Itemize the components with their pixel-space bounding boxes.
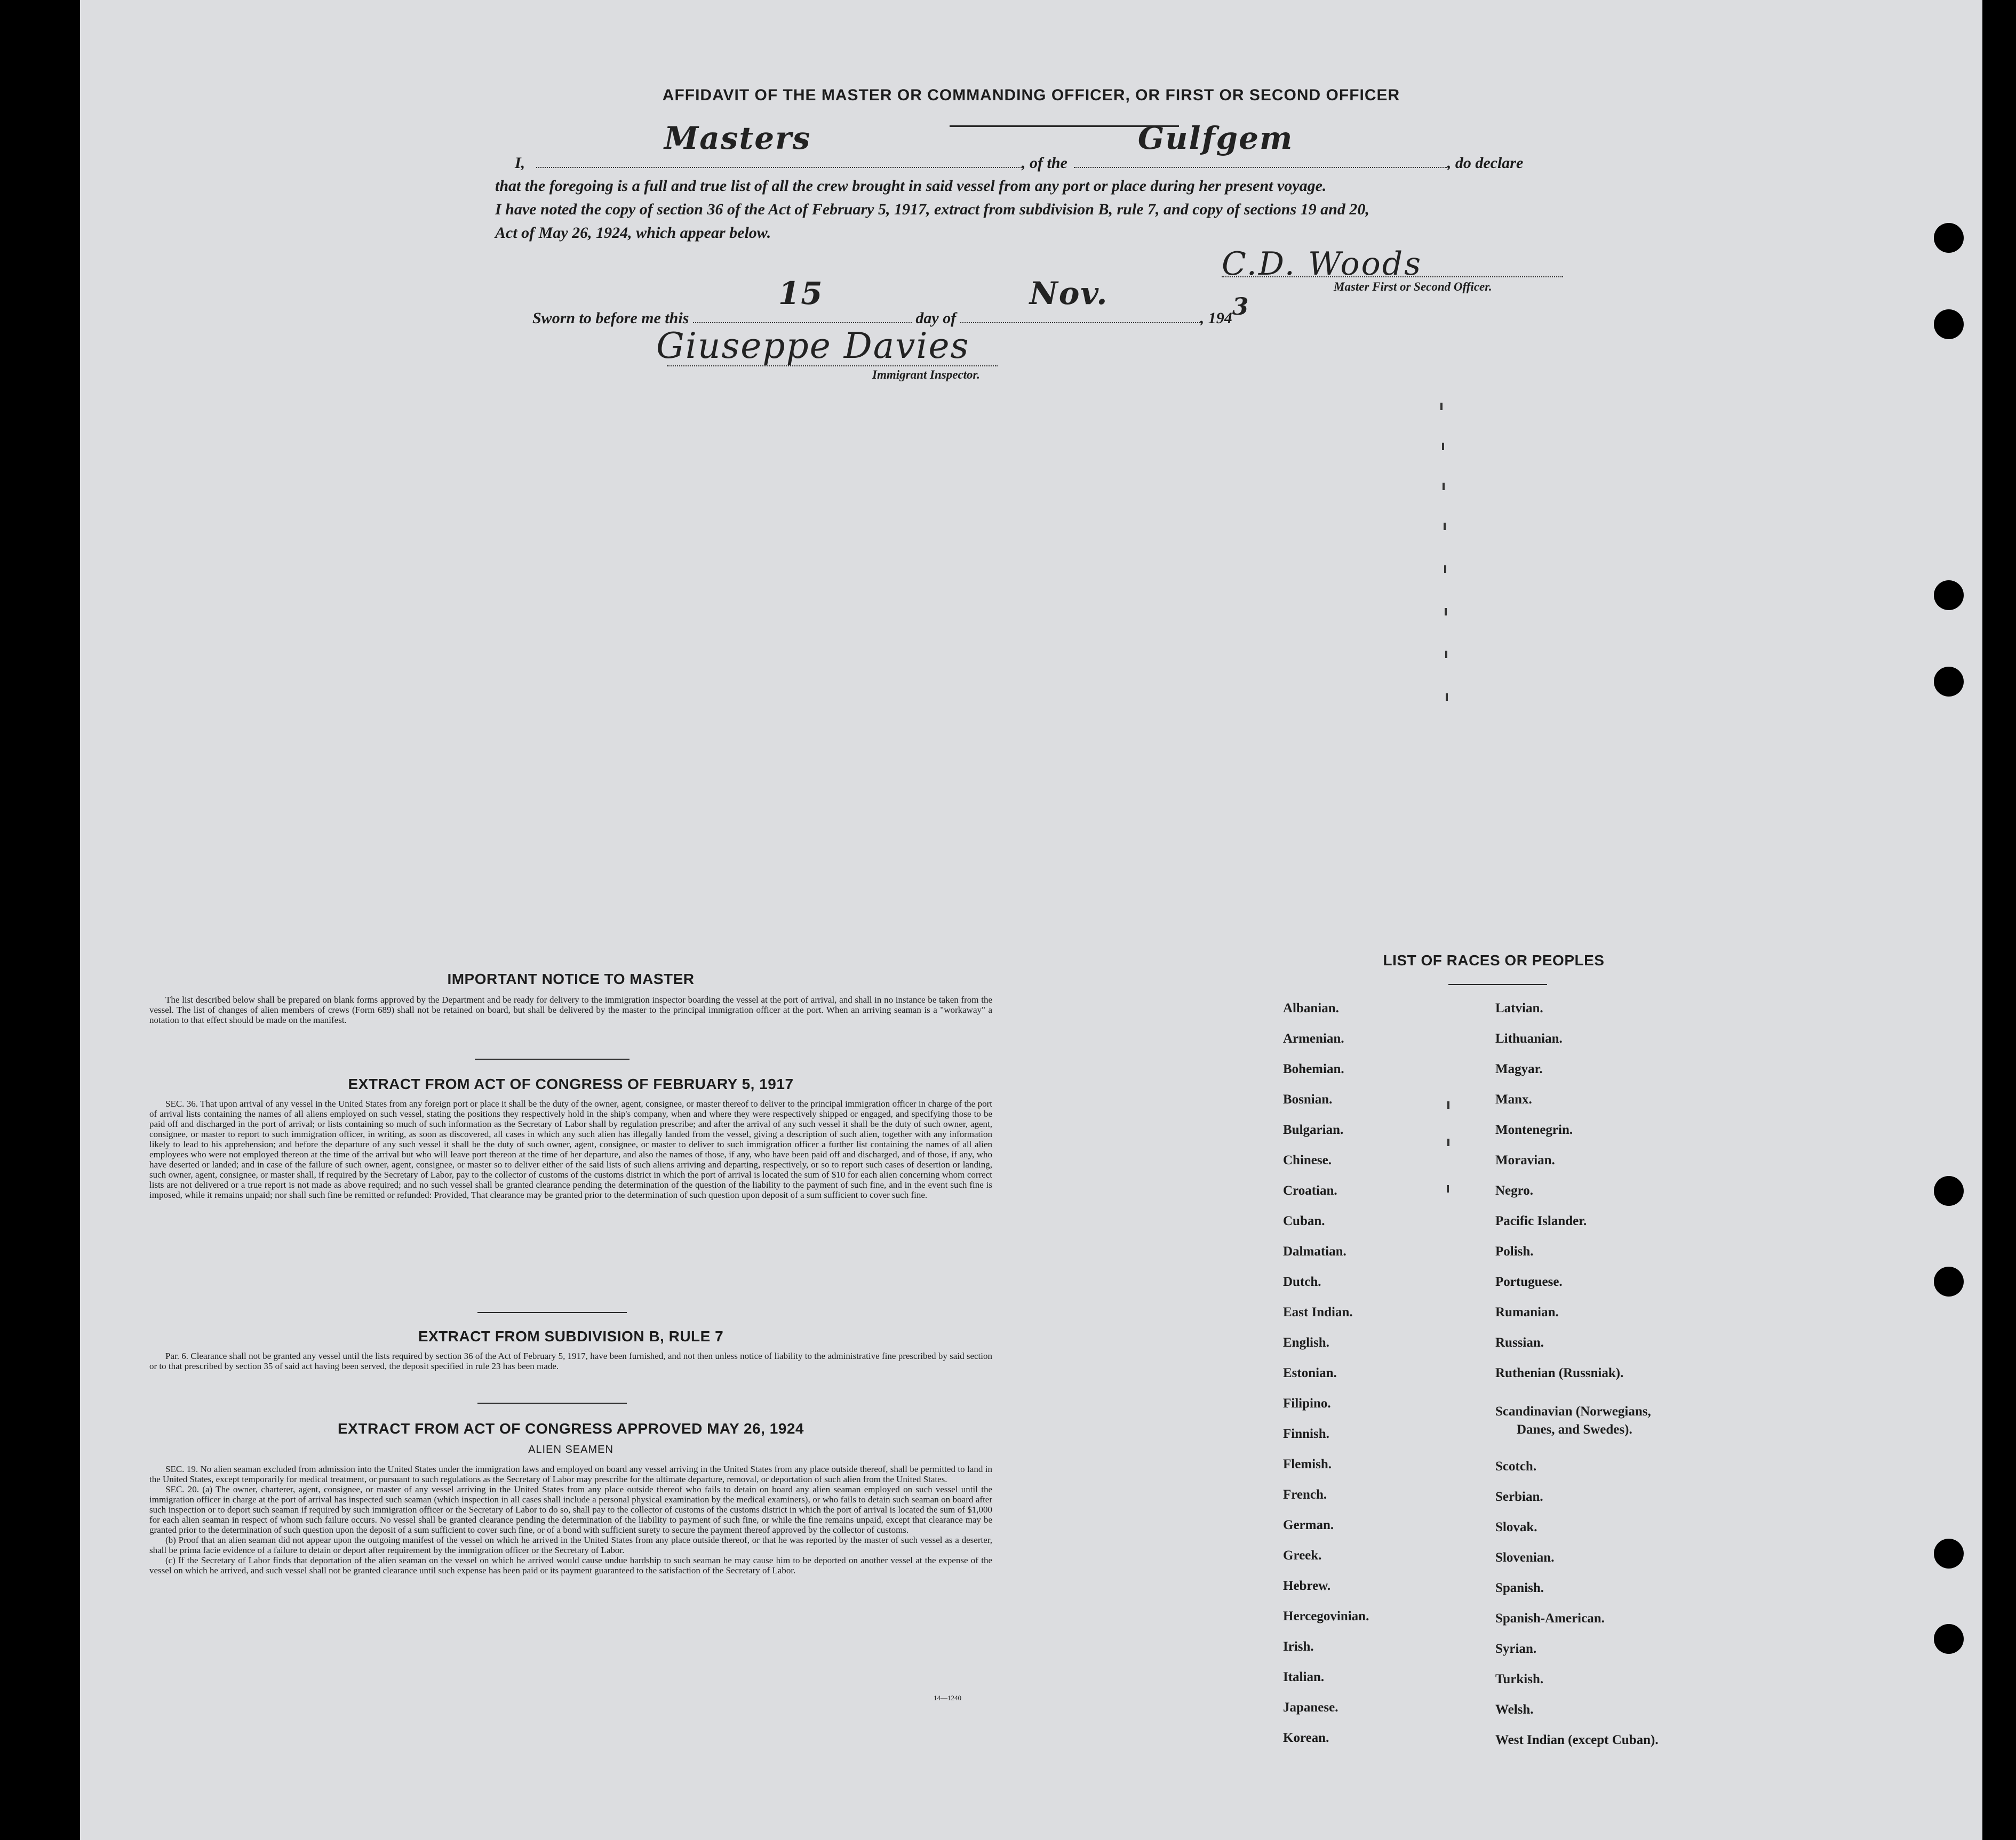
scan-speck bbox=[1447, 1139, 1449, 1146]
race-item: Scandinavian (Norwegians, bbox=[1495, 1404, 1651, 1419]
extract-1917-text bbox=[149, 1099, 992, 1200]
do-declare-label: , do declare bbox=[1447, 154, 1524, 172]
handwritten-day: 15 bbox=[778, 275, 824, 311]
notice-text bbox=[149, 995, 992, 1025]
handwritten-month: Nov. bbox=[1029, 275, 1109, 311]
race-item: Croatian. bbox=[1283, 1183, 1337, 1198]
scan-speck bbox=[1447, 1185, 1449, 1193]
scan-speck bbox=[1444, 565, 1446, 573]
affidavit-line-2: that the foregoing is a full and true list of all the crew brought in said vessel from any port or place during her present voyage. bbox=[495, 177, 1327, 195]
rule7-text bbox=[149, 1351, 992, 1371]
race-item: Ruthenian (Russniak). bbox=[1495, 1366, 1624, 1380]
race-item: Estonian. bbox=[1283, 1366, 1337, 1380]
notice-paragraph: The list described below shall be prepared on blank forms approved by the Department and be ready for delivery to the immigration inspector boarding the vessel at the port of arrival, and shall in no instance be taken from the vessel. The list of changes of alien members of crews (Form 689) shall not be retained on board, but shall be delivered by the master to the principal immigration officer at the port. When an arriving seaman is a "workaway" a notation to that effect should be made on the manifest. bbox=[149, 995, 992, 1025]
race-item: English. bbox=[1283, 1335, 1329, 1350]
race-item: Korean. bbox=[1283, 1731, 1329, 1745]
day-of-label: day of bbox=[915, 309, 957, 327]
master-signature: C.D. Woods bbox=[1222, 245, 1422, 283]
binder-hole bbox=[1934, 309, 1964, 339]
rule7-heading: EXTRACT FROM SUBDIVISION B, RULE 7 bbox=[418, 1328, 724, 1345]
race-item: Filipino. bbox=[1283, 1396, 1331, 1411]
inspector-signature: Giuseppe Davies bbox=[656, 325, 970, 366]
race-item: Chinese. bbox=[1283, 1153, 1332, 1167]
affidavit-line-4: Act of May 26, 1924, which appear below. bbox=[495, 224, 771, 242]
race-item: Slovenian. bbox=[1495, 1550, 1555, 1565]
race-item: West Indian (except Cuban). bbox=[1495, 1733, 1659, 1747]
race-item: Manx. bbox=[1495, 1092, 1532, 1107]
scan-speck bbox=[1445, 608, 1447, 615]
binder-hole bbox=[1934, 1267, 1964, 1297]
binder-hole bbox=[1934, 580, 1964, 610]
master-caption: Master First or Second Officer. bbox=[1334, 280, 1492, 293]
race-item: Polish. bbox=[1495, 1244, 1534, 1259]
sec19-paragraph: SEC. 19. No alien seaman excluded from admission into the United States under the immigration laws and employed on board any vessel arriving in the United States from any place outside thereof, shall be permitted to land in the United States, except temporarily for medical treatment, or pursuant to such regulations as the Secretary of Labor may prescribe for the ultimate departure, removal, or deportation of such alien from the United States. bbox=[149, 1464, 992, 1484]
binder-hole bbox=[1934, 1539, 1964, 1569]
sec20a-paragraph: SEC. 20. (a) The owner, charterer, agent, consignee, or master of any vessel arriving in the United States from any place outside thereof who fails to detain on board any alien seaman employed on such vessel until the immigration officer in charge at the port of arrival has inspected such seaman (which inspection in all cases shall include a personal physical examination by the medical examiners), or who fails to detain such seaman on board after such inspection or to deport such seaman if required by such immigration officer or the Secretary of Labor to do so, shall pay to the collector of customs of the customs district in which the port of arrival is located the sum of $1,000 for each alien seaman in respect of whom such failure occurs. No vessel shall be granted clearance pending the determination of the liability to payment of such fine, or while the fine remains unpaid, except that clearance may be granted prior to the determination of such question upon the deposit of a sum sufficient to cover such fine, or of a bond with sufficient surety to secure the payment thereof approved by the collector of customs. bbox=[149, 1484, 992, 1535]
handwritten-master-name: Masters bbox=[664, 120, 811, 156]
alien-seamen-subheading: ALIEN SEAMEN bbox=[528, 1444, 613, 1455]
divider-2 bbox=[477, 1312, 627, 1313]
race-item: Spanish-American. bbox=[1495, 1611, 1605, 1626]
race-item: Hercegovinian. bbox=[1283, 1609, 1369, 1623]
race-item: Bohemian. bbox=[1283, 1062, 1344, 1076]
race-item: Scotch. bbox=[1495, 1459, 1537, 1474]
binder-hole bbox=[1934, 223, 1964, 253]
day-field bbox=[693, 275, 912, 323]
scan-speck bbox=[1444, 523, 1446, 530]
race-item: Slovak. bbox=[1495, 1520, 1537, 1534]
race-item: Syrian. bbox=[1495, 1642, 1537, 1656]
race-item: Albanian. bbox=[1283, 1001, 1339, 1015]
race-item: Dalmatian. bbox=[1283, 1244, 1346, 1259]
race-item: Cuban. bbox=[1283, 1214, 1325, 1228]
sworn-label: Sworn to before me this bbox=[532, 309, 689, 327]
divider-1 bbox=[475, 1059, 629, 1060]
manifest-page bbox=[80, 0, 1982, 1840]
race-item: Bosnian. bbox=[1283, 1092, 1333, 1107]
race-item: Montenegrin. bbox=[1495, 1123, 1573, 1137]
race-item: Lithuanian. bbox=[1495, 1031, 1563, 1046]
scan-speck bbox=[1446, 693, 1448, 701]
binder-hole bbox=[1934, 1624, 1964, 1654]
extract-1924-text bbox=[149, 1464, 992, 1575]
affidavit-line-3: I have noted the copy of section 36 of the Act of February 5, 1917, extract from subdivision B, rule 7, and copy of sections 19 and 20, bbox=[495, 201, 1369, 218]
inspector-caption: Immigrant Inspector. bbox=[872, 368, 980, 381]
race-item: Irish. bbox=[1283, 1639, 1314, 1654]
race-item: Moravian. bbox=[1495, 1153, 1555, 1167]
sec20c-paragraph: (c) If the Secretary of Labor finds that deportation of the alien seaman on the vessel on which he arrived would cause undue hardship to such seaman he may cause him to be deported on another vessel at the expense of the vessel on which he arrived, and such vessel shall not be granted clearance until such expense has been paid or its payment guaranteed to the satisfaction of the Secretary of Labor. bbox=[149, 1555, 992, 1575]
handwritten-year-digit: 3 bbox=[1232, 293, 1250, 321]
extract-1917-heading: EXTRACT FROM ACT OF CONGRESS OF FEBRUARY 5, 1917 bbox=[348, 1076, 794, 1092]
vessel-name-field bbox=[1074, 120, 1447, 168]
divider-3 bbox=[477, 1403, 627, 1404]
form-number: 14—1240 bbox=[934, 1694, 961, 1702]
extract-1924-heading: EXTRACT FROM ACT OF CONGRESS APPROVED MAY 26, 1924 bbox=[338, 1420, 804, 1437]
race-item: German. bbox=[1283, 1518, 1334, 1532]
sec20b-paragraph: (b) Proof that an alien seaman did not appear upon the outgoing manifest of the vessel on which he arrived in the United States from any place outside thereof, or that he was reported by the master of such vessel as a deserter, shall be prima facie evidence of a failure to detain or deport after requirement by the immigration officer or the Secretary of Labor. bbox=[149, 1535, 992, 1555]
binder-hole bbox=[1934, 667, 1964, 697]
race-item: Negro. bbox=[1495, 1183, 1534, 1198]
race-item: Latvian. bbox=[1495, 1001, 1543, 1015]
scan-speck bbox=[1443, 483, 1445, 490]
race-item: Turkish. bbox=[1495, 1672, 1544, 1686]
master-signature-line bbox=[1222, 276, 1563, 277]
race-item: Hebrew. bbox=[1283, 1579, 1331, 1593]
notice-heading: IMPORTANT NOTICE TO MASTER bbox=[447, 971, 695, 987]
race-item: Armenian. bbox=[1283, 1031, 1344, 1046]
race-item: Rumanian. bbox=[1495, 1305, 1559, 1319]
race-item: Danes, and Swedes). bbox=[1517, 1422, 1632, 1437]
race-item: Flemish. bbox=[1283, 1457, 1332, 1471]
i-label: I, bbox=[515, 154, 525, 172]
race-item: Spanish. bbox=[1495, 1581, 1544, 1595]
race-item: Dutch. bbox=[1283, 1275, 1321, 1289]
race-item: Bulgarian. bbox=[1283, 1123, 1344, 1137]
race-item: East Indian. bbox=[1283, 1305, 1353, 1319]
race-item: Portuguese. bbox=[1495, 1275, 1563, 1289]
race-item: Greek. bbox=[1283, 1548, 1322, 1563]
master-name-field bbox=[536, 120, 1022, 168]
races-heading: LIST OF RACES OR PEOPLES bbox=[1383, 952, 1605, 969]
race-item: Finnish. bbox=[1283, 1427, 1329, 1441]
race-item: Welsh. bbox=[1495, 1702, 1534, 1717]
binder-hole bbox=[1934, 1176, 1964, 1206]
race-item: Italian. bbox=[1283, 1670, 1325, 1684]
inspector-signature-line bbox=[667, 365, 998, 366]
rule7-paragraph: Par. 6. Clearance shall not be granted any vessel until the lists required by section 36 of the Act of February 5, 1917, have been furnished, and not then unless notice of liability to the administrative fine prescribed by said section or to that prescribed by section 35 of said act having been served, the deposit specified in rule 23 has been made. bbox=[149, 1351, 992, 1371]
extract-1917-paragraph: SEC. 36. That upon arrival of any vessel in the United States from any foreign port or place it shall be the duty of the owner, agent, consignee, or master thereof to deliver to the principal immigration officer in charge of the port of arrival lists containing the names of all aliens employed on such vessel, stating the positions they respectively hold in the ship's company, when and where they were respectively shipped or engaged, and specifying those to be paid off and discharged in the port of arrival; or lists containing so much of such information as the Secretary of Labor shall by regulation prescribe; and after the arrival of any such vessel it shall be the duty of such owner, agent, consignee, or master to report to such immigration officer, in writing, as soon as discovered, all cases in which any such alien has illegally landed from the vessel, giving a description of such alien, together with any information likely to lead to his apprehension; and before the departure of any such vessel it shall be the duty of such owner, agent, consignee, or master to deliver to such immigration officer a further list containing the names of all alien employees who were not employed thereon at the time of the arrival but who will leave port thereon at the time of her departure, and also the names of those, if any, who have been paid off and discharged, and of those, if any, who have deserted or landed; and in case of the failure of such owner, agent, consignee, or master so to deliver either of the said lists of such aliens arriving and departing, respectively, or so to report such cases of desertion or landing, such owner, agent, consignee, or master shall, if required by the Secretary of Labor, pay to the collector of customs of the customs district in which the port of arrival is located the sum of $10 for each alien concerning whom correct lists are not delivered or a true report is not made as above required; and no such vessel shall be granted clearance pending the determination of the question of the liability to the payment of such fine, and in the event such fine is imposed, while it remains unpaid; nor shall such fine be remitted or refunded: Provided, That clearance may be granted prior to the determination of such question upon deposit of a sum sufficient to cover such fine. bbox=[149, 1099, 992, 1200]
of-the-label: , of the bbox=[1022, 154, 1067, 172]
race-item: Magyar. bbox=[1495, 1062, 1543, 1076]
scan-speck bbox=[1440, 403, 1443, 410]
race-item: Pacific Islander. bbox=[1495, 1214, 1587, 1228]
race-item: Serbian. bbox=[1495, 1490, 1543, 1504]
affidavit-title: AFFIDAVIT OF THE MASTER OR COMMANDING OFFICER, OR FIRST OR SECOND OFFICER bbox=[662, 86, 1400, 104]
handwritten-vessel: Gulfgem bbox=[1137, 120, 1294, 156]
races-divider bbox=[1448, 984, 1547, 985]
affidavit-line-1 bbox=[515, 120, 1524, 175]
scan-speck bbox=[1447, 1101, 1449, 1109]
race-item: French. bbox=[1283, 1487, 1327, 1502]
race-item: Russian. bbox=[1495, 1335, 1544, 1350]
year-prefix: , 194 bbox=[1200, 309, 1232, 327]
race-item: Japanese. bbox=[1283, 1700, 1338, 1715]
month-field bbox=[960, 275, 1200, 323]
scan-speck bbox=[1445, 651, 1447, 658]
scan-speck bbox=[1442, 443, 1444, 450]
